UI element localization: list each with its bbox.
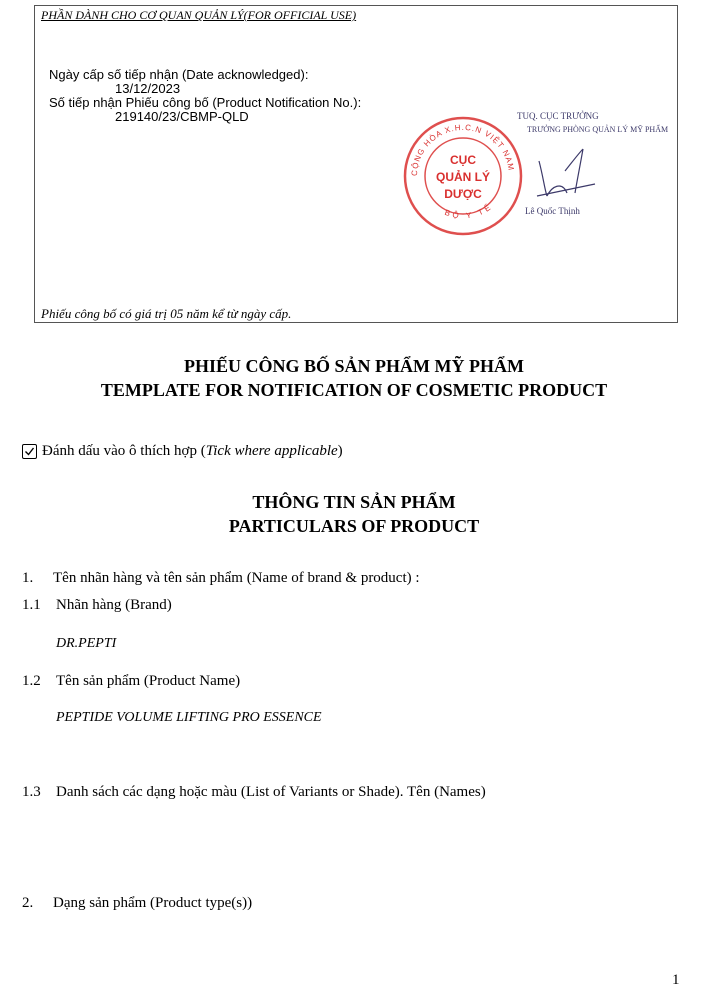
section-title-vn: THÔNG TIN SẢN PHẨM xyxy=(252,492,456,512)
red-seal-icon xyxy=(397,101,617,251)
official-use-box xyxy=(34,5,678,323)
checkbox-checked-icon[interactable] xyxy=(22,444,37,459)
product-name-value: PEPTIDE VOLUME LIFTING PRO ESSENCE xyxy=(56,710,322,725)
signature-icon xyxy=(537,149,595,196)
svg-text:BỘ Y TẾ xyxy=(444,201,495,221)
page-number: 1 xyxy=(672,972,680,988)
item-1-3-number: 1.3 xyxy=(22,784,41,800)
stamp-ring-text: CỘNG HÒA X.H.C.N VIỆT NAM xyxy=(409,122,516,177)
brand-value: DR.PEPTI xyxy=(56,636,117,651)
date-acknowledged-value: 13/12/2023 xyxy=(115,81,181,96)
item-1-number: 1. xyxy=(22,570,34,586)
tick-instruction xyxy=(22,443,343,460)
item-1-1-text: Nhãn hàng (Brand) xyxy=(56,597,172,613)
stamp-department-title: TRƯỞNG PHÒNG QUẢN LÝ MỸ PHẨM xyxy=(527,125,669,134)
section-title-en: PARTICULARS OF PRODUCT xyxy=(228,516,480,536)
item-1-2-number: 1.2 xyxy=(22,673,41,689)
stamp-center-line2: QUẢN LÝ xyxy=(436,170,490,184)
item-1-2-text: Tên sản phẩm (Product Name) xyxy=(56,673,241,689)
stamp-authority-title: TUQ. CỤC TRƯỞNG xyxy=(517,111,599,121)
tick-instruction-end: ) xyxy=(337,443,343,459)
item-1-1-number: 1.1 xyxy=(22,597,41,613)
item-2-number: 2. xyxy=(22,895,34,911)
stamp-center-line1: CỤC xyxy=(450,153,476,167)
notification-number-label: Số tiếp nhận Phiếu công bố (Product Notification No.): xyxy=(49,95,362,110)
official-stamp-signature xyxy=(397,101,669,251)
item-2-text: Dạng sản phẩm (Product type(s)) xyxy=(53,895,253,911)
tick-instruction-vn: Đánh dấu vào ô thích hợp ( xyxy=(42,443,206,459)
stamp-signer-name: Lê Quốc Thịnh xyxy=(525,206,580,216)
document-title-en: TEMPLATE FOR NOTIFICATION OF COSMETIC PRODUCT xyxy=(100,380,608,400)
date-acknowledged-label: Ngày cấp số tiếp nhận (Date acknowledged): xyxy=(49,67,309,82)
validity-note: Phiếu công bố có giá trị 05 năm kể từ ngày cấp. xyxy=(41,306,292,321)
stamp-ring-bottom: BỘ Y TẾ xyxy=(443,201,495,221)
official-use-heading: PHẦN DÀNH CHO CƠ QUAN QUẢN LÝ(FOR OFFICIAL USE) xyxy=(41,8,357,22)
notification-number-value: 219140/23/CBMP-QLD xyxy=(115,109,249,124)
item-1-3-text: Danh sách các dạng hoặc màu (List of Variants or Shade). Tên (Names) xyxy=(56,784,486,800)
item-1-text: Tên nhãn hàng và tên sản phẩm (Name of brand & product) : xyxy=(53,570,420,586)
tick-instruction-en: Tick where applicable xyxy=(205,443,338,459)
document-title-vn: PHIẾU CÔNG BỐ SẢN PHẨM MỸ PHẨM xyxy=(184,356,524,376)
stamp-center-line3: DƯỢC xyxy=(444,187,482,201)
